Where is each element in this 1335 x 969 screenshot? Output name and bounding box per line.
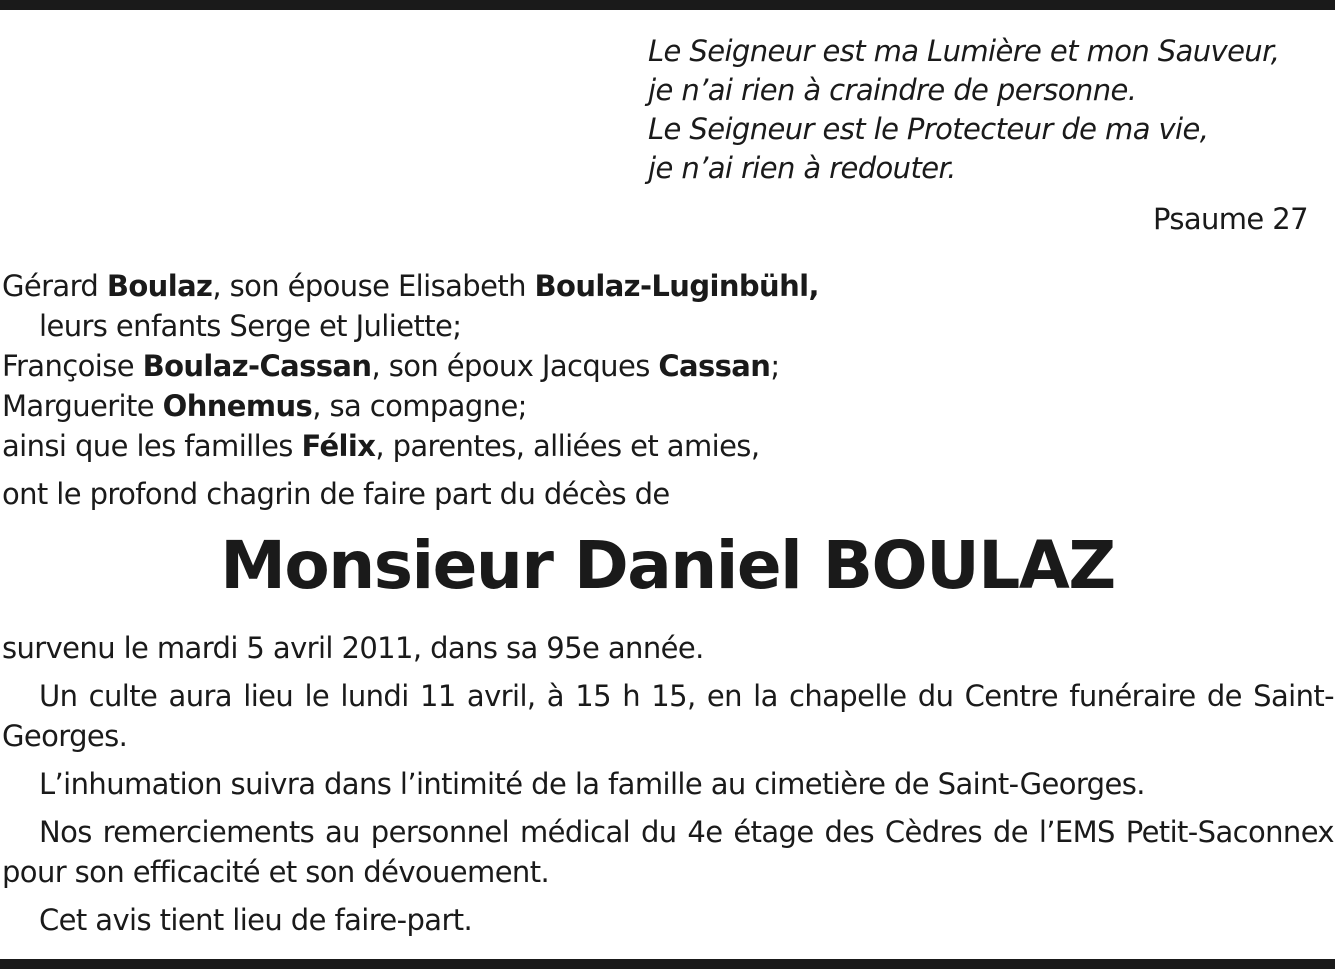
verse-line: Le Seigneur est le Protecteur de ma vie, (648, 112, 1209, 146)
verse-line: Le Seigneur est ma Lumière et mon Sauveur, (648, 34, 1280, 68)
text-fragment: , sa compagne; (312, 389, 527, 423)
verse-line: je n’ai rien à redouter. (648, 151, 956, 185)
family-line (2, 386, 819, 426)
text-fragment: Françoise (2, 349, 143, 383)
bottom-border-rule (0, 959, 1335, 969)
text-fragment: , son époux Jacques (371, 349, 659, 383)
family-list (2, 266, 819, 466)
verse-line: je n’ai rien à craindre de personne. (648, 73, 1137, 107)
surname: Boulaz-Luginbühl, (534, 269, 819, 303)
family-line (2, 426, 819, 466)
body-paragraph: Cet avis tient lieu de faire-part. (39, 903, 473, 937)
text-fragment: ; (770, 349, 780, 383)
deceased-name: Monsieur Daniel BOULAZ (220, 527, 1115, 604)
body-paragraph: Nos remerciements au personnel médical du 4e étage des Cèdres de l’EMS Petit-Saconnex pour son efficacité et son dévouement. (2, 815, 1334, 889)
text-fragment: , son épouse Elisabeth (212, 269, 535, 303)
surname: Boulaz-Cassan (142, 349, 372, 383)
psalm-verse (648, 32, 1328, 188)
family-line (2, 266, 819, 306)
text-fragment: ainsi que les familles (2, 429, 302, 463)
body-paragraph: L’inhumation suivra dans l’intimité de la famille au cimetière de Saint-Georges. (39, 767, 1145, 801)
text-fragment: Marguerite (2, 389, 163, 423)
body-paragraph: survenu le mardi 5 avril 2011, dans sa 95e année. (2, 631, 704, 665)
text-fragment: Gérard (2, 269, 107, 303)
announcement-intro: ont le profond chagrin de faire part du décès de (2, 477, 670, 511)
family-line: leurs enfants Serge et Juliette; (39, 309, 462, 343)
text-fragment: , parentes, alliées et amies, (375, 429, 760, 463)
top-border-rule (0, 0, 1335, 10)
announcement-body (2, 628, 1334, 948)
surname: Félix (301, 429, 376, 463)
surname: Boulaz (106, 269, 213, 303)
surname: Cassan (658, 349, 771, 383)
family-line (2, 346, 819, 386)
psalm-reference: Psaume 27 (1152, 202, 1308, 236)
surname: Ohnemus (162, 389, 313, 423)
body-paragraph: Un culte aura lieu le lundi 11 avril, à 15 h 15, en la chapelle du Centre funéraire de Saint-Georges. (2, 679, 1334, 753)
